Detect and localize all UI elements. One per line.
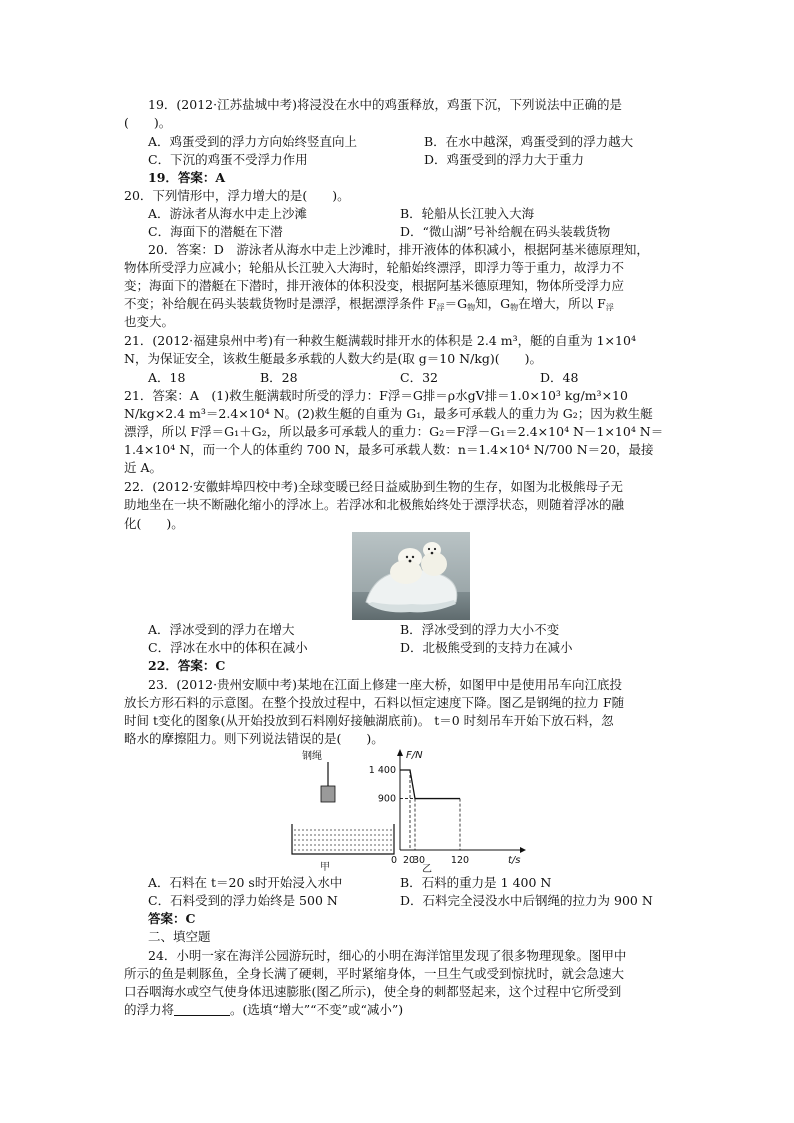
- rope-label: 钢绳: [302, 751, 322, 762]
- figure-yi-force-time-graph: [362, 746, 530, 880]
- x-axis-label: t/s: [508, 855, 521, 866]
- x-tick-label: 30: [412, 855, 426, 866]
- q24-line3: 口吞咽海水或空气使身体迅速膨胀(图乙所示)，使全身的刺都竖起来，这个过程中它所受到: [124, 984, 622, 999]
- x-axis-arrow: [520, 847, 526, 853]
- q20-option-c: C．海面下的潜艇在下潜: [148, 224, 283, 239]
- q19-stem-line2: ( )。: [124, 115, 172, 130]
- q23-stem-line4: 略水的摩擦阻力。则下列说法错误的是( )。: [124, 731, 384, 746]
- q21-answer-line3: 漂浮，所以 F浮＝G₁＋G₂，所以最多可承载人的重力：G₂＝F浮－G₁＝2.4×10⁴ N－1×10⁴ N＝: [124, 424, 664, 439]
- q22-option-b: B．浮冰受到的浮力大小不变: [400, 622, 560, 637]
- q21-answer-line2: N/kg×2.4 m³＝2.4×10⁴ N。(2)救生艇的自重为 G₁，最多可承载人的重力为 G₂；因为救生艇: [124, 406, 653, 421]
- q21-option-b: B．28: [260, 370, 298, 385]
- q21-option-a: A．18: [148, 370, 186, 385]
- q20-answer-line2: 物体所受浮力应减小；轮船从长江驶入大海时，轮船始终漂浮，即浮力等于重力，故浮力不: [124, 260, 625, 275]
- q20-answer-line4: 不变；补给舰在码头装载货物时是漂浮，根据漂浮条件 $F_浮=G_物$知，$G_物$在增大，所以 $F_浮$: [124, 296, 614, 312]
- q24-line4: 的浮力将 。(选填“增大”“不变”或“减小”): [124, 1002, 404, 1017]
- q22-option-a: A．浮冰受到的浮力在增大: [148, 622, 295, 637]
- q22-stem-line3: 化( )。: [124, 516, 184, 531]
- q24-line2: 所示的鱼是刺豚鱼，全身长满了硬刺，平时紧缩身体，一旦生气或受到惊扰时，就会急速大: [124, 966, 625, 981]
- q21-answer-line5: 近 A。: [124, 460, 163, 475]
- x-tick-label: 20: [402, 855, 416, 866]
- q23-option-d: D．石料完全浸没水中后钢绳的拉力为 900 N: [400, 893, 653, 908]
- q19-option-c: C．下沉的鸡蛋不受浮力作用: [148, 152, 308, 167]
- q21-stem-line2: N，为保证安全，该救生艇最多承载的人数大约是(取 g＝10 N/kg)( )。: [124, 351, 543, 366]
- q20-stem: 20．下列情形中，浮力增大的是( )。: [124, 188, 350, 203]
- q20-answer-line5: 也变大。: [124, 314, 175, 329]
- q23-stem-line2: 放长方形石料的示意图。在整个投放过程中，石料以恒定速度下降。图乙是钢绳的拉力 F随: [124, 695, 625, 710]
- q21-option-c: C．32: [400, 370, 438, 385]
- q22-answer: 22．答案：C: [148, 658, 226, 673]
- q19-stem-line1: 19．(2012·江苏盐城中考)将浸没在水中的鸡蛋释放，鸡蛋下沉，下列说法中正确的是: [148, 97, 622, 112]
- y-tick-label: 900: [377, 793, 396, 805]
- q19-option-a: A．鸡蛋受到的浮力方向始终竖直向上: [148, 134, 358, 149]
- q23-answer: 答案：C: [148, 911, 196, 926]
- q24-answer-blank[interactable]: [174, 1003, 230, 1016]
- y-axis-arrow: [397, 749, 403, 756]
- q20-option-a: A．游泳者从海水中走上沙滩: [148, 206, 308, 221]
- q19-answer: 19．答案：A: [148, 170, 226, 185]
- q23-option-b: B．石料的重力是 1 400 N: [400, 875, 552, 890]
- q23-stem-line3: 时间 t变化的图象(从开始投放到石料刚好接触湖底前)。 t＝0 时刻吊车开始下放石料，忽: [124, 713, 614, 728]
- x-tick-label: 0: [390, 855, 398, 866]
- q22-option-d: D．北极熊受到的支持力在减小: [400, 640, 573, 655]
- y-axis-label: F/N: [406, 750, 423, 761]
- q21-option-d: D．48: [540, 370, 579, 385]
- figure-jia-label: 甲: [320, 862, 330, 873]
- section-title-fill-blank: 二、填空题: [148, 929, 211, 944]
- polar-bear-ice-photo: [352, 532, 470, 620]
- q23-option-c: C．石料受到的浮力始终是 500 N: [148, 893, 338, 908]
- q20-answer-line3: 变；海面下的潜艇在下潜时，排开液体的体积没变，根据阿基米德原理知，物体所受浮力应: [124, 278, 625, 293]
- figure-yi-label: 乙: [422, 864, 432, 875]
- q24-line1: 24．小明一家在海洋公园游玩时，细心的小明在海洋馆里发现了很多物理现象。图甲中: [148, 948, 627, 963]
- q21-answer-line1: 21．答案：A (1)救生艇满载时所受的浮力：F浮＝G排＝ρ水gV排＝1.0×10³ kg/m³×10: [124, 388, 628, 403]
- force-series-line: [400, 770, 460, 799]
- q22-stem-line1: 22．(2012·安徽蚌埠四校中考)全球变暖已经日益威胁到生物的生存，如图为北极熊母子无: [124, 479, 623, 494]
- q21-stem-line1: 21．(2012·福建泉州中考)有一种救生艇满载时排开水的体积是 2.4 m³，艇的自重为 1×10⁴: [124, 333, 636, 348]
- x-tick-label: 120: [450, 855, 470, 866]
- q19-option-b: B．在水中越深，鸡蛋受到的浮力越大: [424, 134, 634, 149]
- q20-answer-line1: 20．答案：D 游泳者从海水中走上沙滩时，排开液体的体积减小，根据阿基米德原理知，: [148, 242, 649, 257]
- q20-option-b: B．轮船从长江驶入大海: [400, 206, 535, 221]
- q19-option-d: D．鸡蛋受到的浮力大于重力: [424, 152, 585, 167]
- y-tick-label: 1 400: [368, 765, 396, 776]
- q23-option-a: A．石料在 t＝20 s时开始浸入水中: [148, 875, 343, 890]
- q23-stem-line1: 23．(2012·贵州安顺中考)某地在江面上修建一座大桥，如图甲中是使用吊车向江底投: [148, 677, 622, 692]
- q22-stem-line2: 助地坐在一块不断融化缩小的浮冰上。若浮冰和北极熊始终处于漂浮状态，则随着浮冰的融: [124, 497, 625, 512]
- q21-answer-line4: 1.4×10⁴ N，而一个人的体重约 700 N，最多可承载人数：n＝1.4×10⁴ N/700 N＝20，最接: [124, 442, 654, 457]
- stone-block: [321, 786, 335, 802]
- q22-option-c: C．浮冰在水中的体积在减小: [148, 640, 308, 655]
- q20-option-d: D．“微山湖”号补给舰在码头装载货物: [400, 224, 611, 239]
